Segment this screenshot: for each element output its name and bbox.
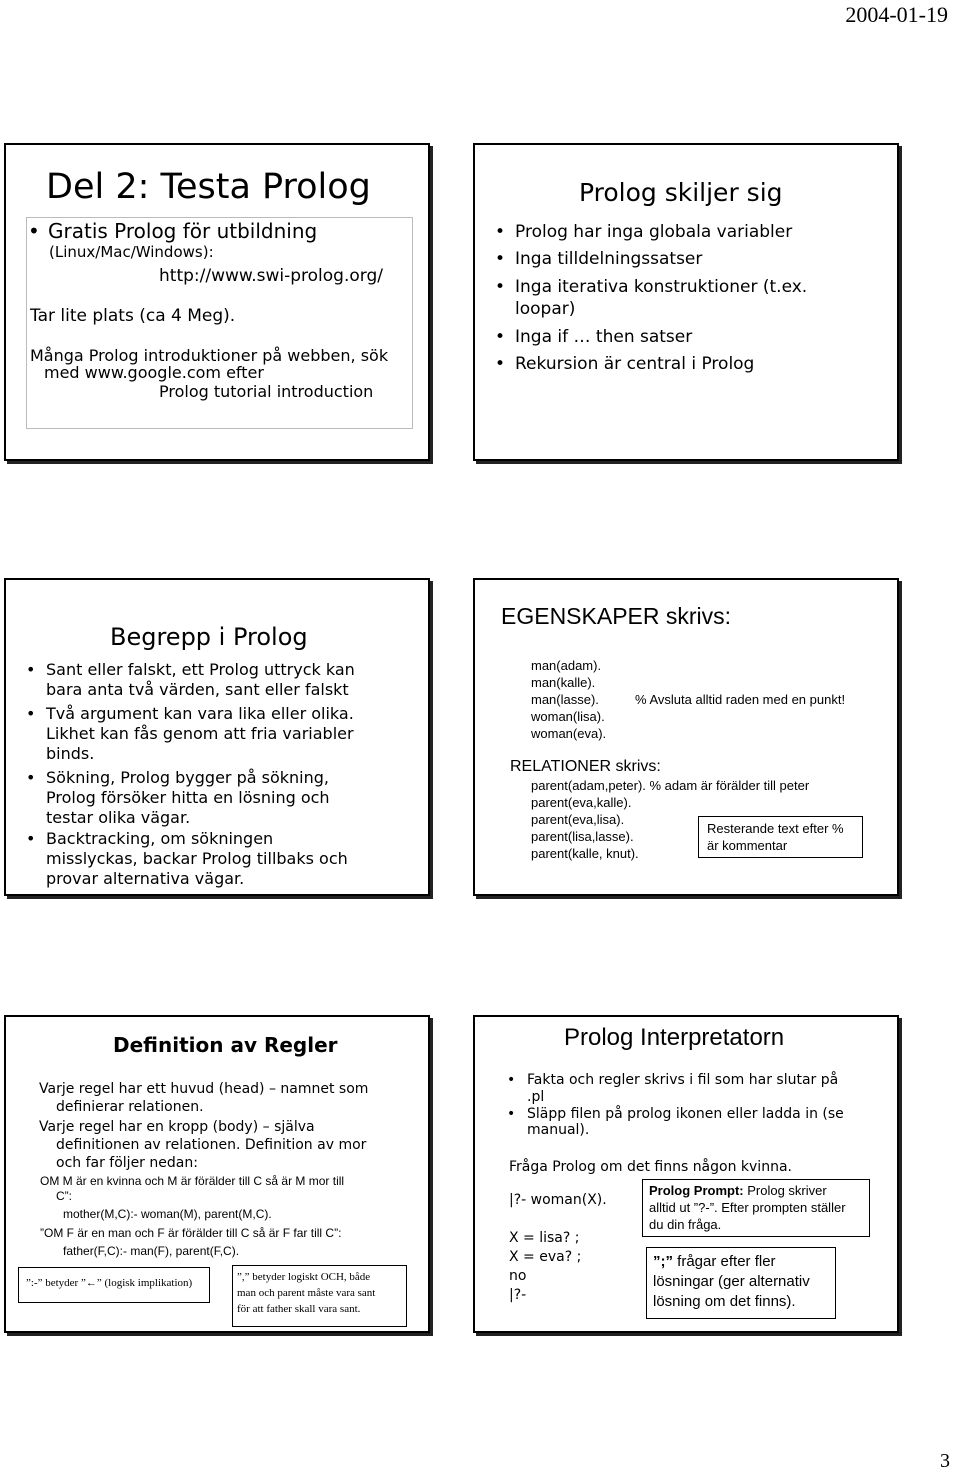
note-line-2: är kommentar	[707, 838, 788, 853]
relation-5: parent(kalle, knut).	[531, 846, 639, 861]
prompt-note-text: Prolog skriver	[743, 1183, 827, 1198]
slide-title: EGENSKAPER skrivs:	[501, 603, 732, 629]
slide-prolog-interpretatorn	[473, 1015, 899, 1333]
query-prompt-text: Fråga Prolog om det finns någon kvinna.	[509, 1159, 792, 1175]
slide-begrepp-i-prolog	[4, 578, 430, 896]
line-argument-1: • Två argument kan vara lika eller olika.	[46, 704, 354, 723]
slide-prolog-skiljer-sig	[473, 143, 899, 461]
fact-4: woman(lisa).	[531, 709, 605, 724]
note-line-1: Resterande text efter %	[707, 821, 844, 836]
tutorials-line-3: Prolog tutorial introduction	[159, 382, 374, 401]
fact-2: man(kalle).	[531, 675, 596, 690]
fact-5: woman(eva).	[531, 726, 607, 741]
rule-line-7: C”:	[56, 1189, 72, 1203]
line-backtracking-1: • Backtracking, om sökningen	[46, 829, 273, 848]
item-globala: • Prolog har inga globala variabler	[515, 222, 792, 242]
line-sant-2: bara anta två värden, sant eller falskt	[46, 680, 349, 699]
relations-title: RELATIONER skrivs:	[510, 758, 661, 775]
slide-definition-av-regler	[4, 1015, 430, 1333]
bullet-slapp-1: • Släpp filen på prolog ikonen eller ladda in (se	[527, 1106, 844, 1122]
semicolon-note-line-2: lösningar (ger alternativ	[653, 1273, 810, 1290]
and-note-line-3: för att father skall vara sant.	[237, 1303, 361, 1315]
console-line-1: |?- woman(X).	[509, 1192, 607, 1208]
line-backtracking-2: misslyckas, backar Prolog tillbaks och	[46, 849, 348, 868]
prompt-note-line-1	[649, 1183, 827, 1198]
implication-note: ”:-” betyder ”←” (logisk implikation)	[26, 1277, 193, 1289]
slide-title: Del 2: Testa Prolog	[46, 167, 371, 207]
line-sokning-2: Prolog försöker hitta en lösning och	[46, 788, 330, 807]
comment-note-box	[698, 816, 863, 858]
item-iterativa-cont: loopar)	[515, 299, 576, 319]
line-argument-3: binds.	[46, 744, 95, 763]
bullet-gratis: • Gratis Prolog för utbildning	[48, 219, 317, 243]
console-line-2: X = lisa? ;	[509, 1230, 580, 1246]
relation-3: parent(eva,lisa).	[531, 812, 625, 827]
console-line-3: X = eva? ;	[509, 1249, 582, 1265]
line-sant-1: • Sant eller falskt, ett Prolog uttryck kan	[46, 660, 355, 679]
semicolon-note-box	[646, 1247, 836, 1319]
semicolon-note-line-1	[653, 1253, 776, 1270]
prompt-note-label: Prolog Prompt:	[649, 1183, 744, 1198]
rule-line-2: definierar relationen.	[56, 1099, 204, 1115]
fact-comment: % Avsluta alltid raden med en punkt!	[635, 692, 846, 707]
rule-line-5: och far följer nedan:	[56, 1155, 198, 1171]
console-line-4: no	[509, 1268, 527, 1284]
fact-3: man(lasse).	[531, 692, 599, 707]
slide-title: Prolog skiljer sig	[579, 178, 783, 207]
and-note-line-2: man och parent måste vara sant	[237, 1287, 376, 1299]
rule-father: father(F,C):- man(F), parent(F,C).	[63, 1244, 240, 1258]
rule-line-6: OM M är en kvinna och M är förälder till C så är M mor till	[40, 1174, 345, 1188]
relation-2: parent(eva,kalle).	[531, 795, 632, 810]
rule-line-1: Varje regel har ett huvud (head) – namnet som	[39, 1081, 369, 1097]
slide-title: Prolog Interpretatorn	[564, 1024, 785, 1051]
item-rekursion: • Rekursion är central i Prolog	[515, 354, 754, 374]
slide-title: Begrepp i Prolog	[110, 623, 308, 651]
tutorials-line-2: med www.google.com efter	[44, 363, 264, 382]
rule-line-9: ”OM F är en man och F är förälder till C så är F far till C”:	[40, 1226, 342, 1240]
slide-del2-testa-prolog	[4, 143, 430, 461]
line-sokning-3: testar olika vägar.	[46, 808, 191, 827]
bullet-platforms: (Linux/Mac/Windows):	[49, 243, 214, 261]
size-note: Tar lite plats (ca 4 Meg).	[30, 306, 236, 326]
rule-line-3: Varje regel har en kropp (body) – själva	[39, 1119, 315, 1135]
and-note-line-1: ”,” betyder logiskt OCH, både	[237, 1271, 371, 1283]
line-backtracking-3: provar alternativa vägar.	[46, 869, 245, 888]
bullet-slapp-2: manual).	[527, 1122, 590, 1138]
slide-egenskaper	[473, 578, 899, 896]
bullet-fakta-1: • Fakta och regler skrivs i fil som har slutar på	[527, 1072, 838, 1088]
rule-line-4: definitionen av relationen. Definition av mor	[56, 1137, 367, 1153]
prompt-note-line-3: du din fråga.	[649, 1217, 722, 1232]
slide-title: Definition av Regler	[113, 1033, 338, 1057]
line-argument-2: Likhet kan fås genom att fria variabler	[46, 724, 354, 743]
semicolon-note-text: frågar efter fler	[673, 1253, 776, 1270]
item-tilldelning: • Inga tilldelningssatser	[515, 249, 702, 269]
page-number: 3	[940, 1450, 950, 1472]
rule-mother: mother(M,C):- woman(M), parent(M,C).	[63, 1207, 272, 1221]
semicolon-note-label: ”;”	[653, 1253, 673, 1270]
relation-4: parent(lisa,lasse).	[531, 829, 634, 844]
relation-1: parent(adam,peter). % adam är förälder till peter	[531, 778, 810, 793]
swi-prolog-url: http://www.swi-prolog.org/	[159, 266, 383, 286]
prompt-note-box	[642, 1179, 870, 1237]
and-note-box	[232, 1265, 407, 1327]
implication-note-box	[18, 1267, 210, 1303]
semicolon-note-line-3: lösning om det finns).	[653, 1293, 796, 1310]
item-if-then: • Inga if … then satser	[515, 327, 692, 347]
console-line-5: |?-	[509, 1287, 527, 1303]
bullet-fakta-2: .pl	[527, 1089, 545, 1105]
tutorials-line-1: Många Prolog introduktioner på webben, sök	[30, 346, 389, 365]
item-iterativa: • Inga iterativa konstruktioner (t.ex.	[515, 277, 807, 297]
prompt-note-line-2: alltid ut ”?-”. Efter prompten ställer	[649, 1200, 846, 1215]
fact-1: man(adam).	[531, 658, 602, 673]
page-date: 2004-01-19	[845, 2, 948, 27]
line-sokning-1: • Sökning, Prolog bygger på sökning,	[46, 768, 329, 787]
